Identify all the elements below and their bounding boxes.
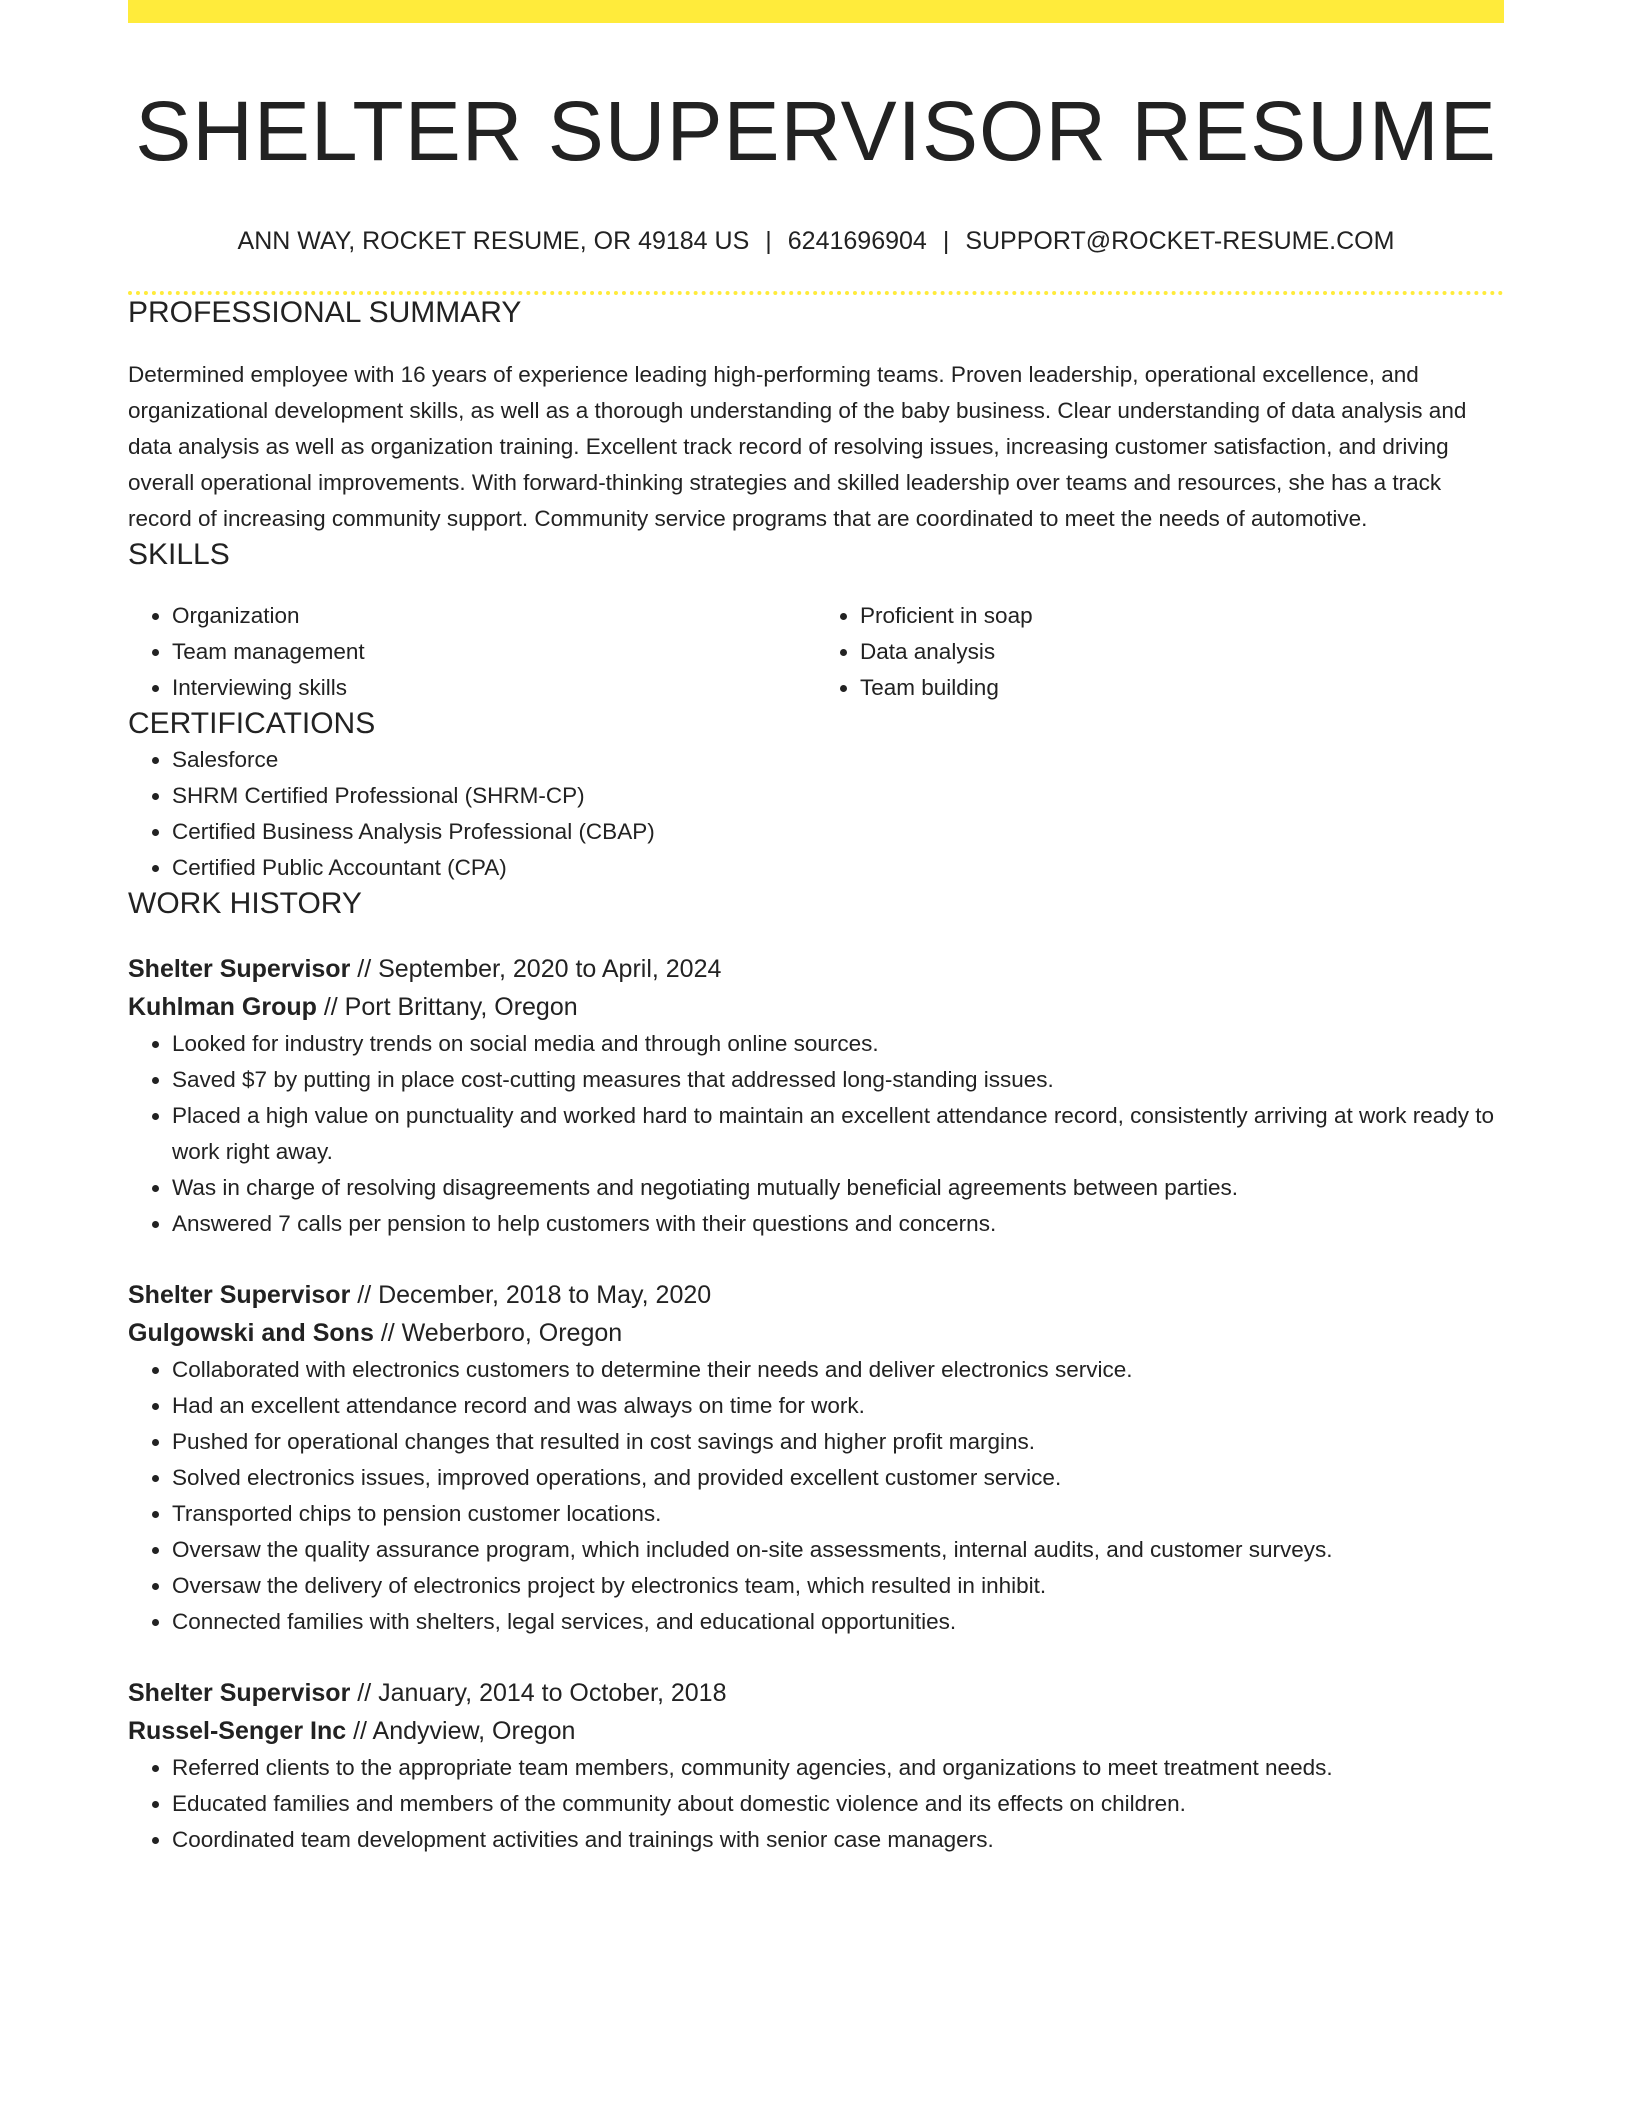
job-dates: // December, 2018 to May, 2020 <box>350 1281 712 1309</box>
job-location: // Andyview, Oregon <box>346 1717 576 1745</box>
contact-address: ANN WAY, ROCKET RESUME, OR 49184 US <box>237 227 750 255</box>
job-company-line <box>128 988 1504 1026</box>
resume-title: SHELTER SUPERVISOR RESUME <box>135 84 1497 178</box>
job-company-line <box>128 1314 1504 1352</box>
skill-item: • Team management <box>172 634 816 670</box>
contact-separator: | <box>765 227 772 255</box>
job-bullet: • Saved $7 by putting in place cost-cutting measures that addressed long-standing issues. <box>172 1062 1504 1098</box>
job-bullet: • Looked for industry trends on social media and through online sources. <box>172 1026 1504 1062</box>
job-location: // Weberboro, Oregon <box>373 1319 623 1347</box>
job-bullet: • Collaborated with electronics customers to determine their needs and deliver electronics service. <box>172 1352 1504 1388</box>
resume-page <box>128 0 1504 1858</box>
job-company: Russel-Senger Inc <box>128 1717 347 1745</box>
job-role-line <box>128 950 1504 988</box>
contact-phone: 6241696904 <box>787 227 927 255</box>
contact-separator: | <box>942 227 950 255</box>
job-company: Gulgowski and Sons <box>128 1319 374 1347</box>
summary-heading: PROFESSIONAL SUMMARY <box>128 296 522 329</box>
skill-item: • Proficient in soap <box>860 598 1504 634</box>
certification-item: • Certified Business Analysis Professional (CBAP) <box>172 814 1504 850</box>
job-bullet: • Oversaw the quality assurance program, which included on-site assessments, internal audits, and customer surveys. <box>172 1532 1504 1568</box>
job-bullets <box>128 1352 1504 1640</box>
certification-item: • Salesforce <box>172 742 1504 778</box>
certification-item: • SHRM Certified Professional (SHRM-CP) <box>172 778 1504 814</box>
job-bullet: • Pushed for operational changes that resulted in cost savings and higher profit margins. <box>172 1424 1504 1460</box>
job-entry <box>128 1674 1504 1858</box>
contact-email: SUPPORT@ROCKET-RESUME.COM <box>965 227 1395 255</box>
job-dates: // September, 2020 to April, 2024 <box>350 955 722 983</box>
accent-top-bar <box>128 0 1504 23</box>
job-bullet: • Solved electronics issues, improved operations, and provided excellent customer service. <box>172 1460 1504 1496</box>
job-role: Shelter Supervisor <box>128 955 351 983</box>
skill-item: • Organization <box>172 598 816 634</box>
skills-heading: SKILLS <box>128 538 230 571</box>
summary-text: Determined employee with 16 years of experience leading high-performing teams. Proven leadership, operational excellence, and organizational development skills, as well as a thorough understanding of the baby business. Clear understanding of data analysis and data analysis as well as organization training. Excellent track record of resolving issues, increasing customer satisfaction, and driving overall operational improvements. With forward-thinking strategies and skilled leadership over teams and resources, she has a track record of increasing community support. Community service programs that are coordinated to meet the needs of automotive. <box>128 362 1467 531</box>
job-role-line <box>128 1276 1504 1314</box>
skill-item: • Data analysis <box>860 634 1504 670</box>
job-company-line <box>128 1712 1504 1750</box>
job-bullet: • Answered 7 calls per pension to help customers with their questions and concerns. <box>172 1206 1504 1242</box>
job-bullet: • Transported chips to pension customer locations. <box>172 1496 1504 1532</box>
skill-item: • Team building <box>860 670 1504 706</box>
job-entry <box>128 1276 1504 1640</box>
job-bullet: • Coordinated team development activities and trainings with senior case managers. <box>172 1822 1504 1858</box>
certification-item: • Certified Public Accountant (CPA) <box>172 850 1504 886</box>
skills-list-right <box>816 598 1504 706</box>
skills-column-right <box>816 598 1504 706</box>
skill-item: • Interviewing skills <box>172 670 816 706</box>
skills-list-left <box>128 598 816 706</box>
work-history-heading: WORK HISTORY <box>128 887 362 920</box>
contact-line <box>128 225 1504 257</box>
job-bullet: • Connected families with shelters, legal services, and educational opportunities. <box>172 1604 1504 1640</box>
job-bullet: • Referred clients to the appropriate team members, community agencies, and organizations to meet treatment needs. <box>172 1750 1504 1786</box>
job-entry <box>128 950 1504 1242</box>
job-bullets <box>128 1026 1504 1242</box>
job-bullets <box>128 1750 1504 1858</box>
certifications-heading: CERTIFICATIONS <box>128 707 376 740</box>
job-bullet: • Had an excellent attendance record and was always on time for work. <box>172 1388 1504 1424</box>
job-bullet: • Oversaw the delivery of electronics project by electronics team, which resulted in inhibit. <box>172 1568 1504 1604</box>
job-role: Shelter Supervisor <box>128 1679 351 1707</box>
job-bullet: • Placed a high value on punctuality and worked hard to maintain an excellent attendance record, consistently arriving at work ready to work right away. <box>172 1098 1504 1170</box>
skills-column-left <box>128 598 816 706</box>
job-location: // Port Brittany, Oregon <box>316 993 578 1021</box>
job-role: Shelter Supervisor <box>128 1281 351 1309</box>
certifications-list <box>128 742 1504 886</box>
skills-grid <box>128 598 1504 706</box>
job-bullet: • Educated families and members of the community about domestic violence and its effects on children. <box>172 1786 1504 1822</box>
job-company: Kuhlman Group <box>128 993 317 1021</box>
job-role-line <box>128 1674 1504 1712</box>
job-dates: // January, 2014 to October, 2018 <box>350 1679 727 1707</box>
job-bullet: • Was in charge of resolving disagreements and negotiating mutually beneficial agreements between parties. <box>172 1170 1504 1206</box>
